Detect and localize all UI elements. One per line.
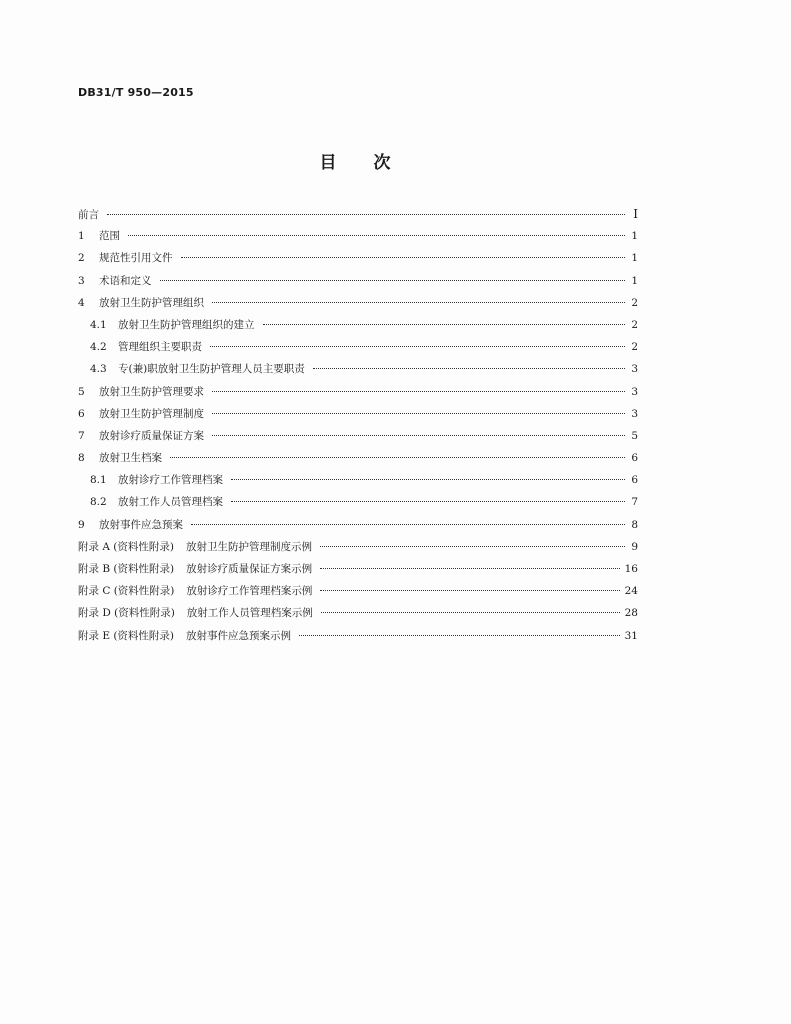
toc-leader-dots: [212, 435, 625, 436]
toc-entry-label: 放射卫生档案: [99, 452, 162, 465]
toc-entry-page: 5: [631, 429, 638, 442]
toc-entry-number: 1: [78, 230, 85, 243]
toc-entry-page: 9: [631, 540, 638, 553]
toc-entry-label: 放射工作人员管理档案: [118, 496, 223, 509]
toc-entry-page: 3: [631, 363, 638, 376]
toc-leader-dots: [212, 302, 625, 303]
toc-entry[interactable]: [78, 491, 638, 513]
toc-entry[interactable]: [78, 358, 638, 380]
toc-leader-dots: [107, 214, 625, 215]
toc-entry[interactable]: [78, 292, 638, 314]
toc-entry[interactable]: [78, 203, 638, 225]
toc-entry[interactable]: [78, 336, 638, 358]
toc-entry-number: 4: [78, 296, 85, 309]
toc-entry-label: 放射卫生防护管理组织的建立: [118, 318, 255, 331]
toc-entry[interactable]: [78, 247, 638, 269]
toc-entry-number: 8: [78, 452, 85, 465]
toc-leader-dots: [231, 479, 625, 480]
toc-leader-dots: [321, 612, 620, 613]
toc-entry-number: 8.1: [90, 474, 107, 487]
toc-entry-page: 6: [631, 452, 638, 465]
toc-leader-dots: [170, 457, 625, 458]
toc-entry-number: 附录 A (资料性附录): [78, 540, 174, 553]
toc-entry-page: 1: [631, 274, 638, 287]
toc-entry-label: 放射诊疗工作管理档案: [118, 474, 223, 487]
toc-leader-dots: [128, 235, 625, 236]
toc-entry[interactable]: [78, 270, 638, 292]
toc-leader-dots: [181, 257, 626, 258]
toc-entry-label: 放射诊疗工作管理档案示例: [186, 585, 313, 598]
table-of-contents: [78, 203, 638, 647]
toc-leader-dots: [263, 324, 626, 325]
toc-leader-dots: [320, 568, 620, 569]
toc-entry-label: 前言: [78, 209, 99, 221]
toc-entry-page: 24: [624, 585, 638, 598]
toc-entry-label: 放射诊疗质量保证方案: [99, 429, 204, 442]
toc-entry[interactable]: [78, 469, 638, 491]
page-title: [0, 148, 711, 173]
toc-entry-label: 放射工作人员管理档案示例: [186, 607, 313, 620]
toc-entry-page: 3: [631, 385, 638, 398]
toc-entry-number: 4.1: [90, 318, 107, 331]
toc-entry-number: 9: [78, 518, 85, 531]
toc-entry-label: 放射卫生防护管理组织: [99, 296, 204, 309]
toc-leader-dots: [299, 635, 620, 636]
toc-entry[interactable]: [78, 225, 638, 247]
toc-entry-number: 4.2: [90, 341, 107, 354]
toc-entry-label: 放射卫生防护管理制度: [99, 407, 204, 420]
title-char-1: 目: [319, 153, 338, 173]
toc-entry-page: 2: [631, 318, 638, 331]
toc-entry[interactable]: [78, 625, 638, 647]
toc-leader-dots: [160, 280, 626, 281]
toc-leader-dots: [320, 590, 619, 591]
toc-leader-dots: [231, 501, 625, 502]
toc-entry-label: 范围: [99, 230, 120, 243]
toc-entry-label: 放射卫生防护管理要求: [99, 385, 204, 398]
toc-entry[interactable]: [78, 403, 638, 425]
toc-entry-page: 1: [631, 230, 638, 243]
toc-leader-dots: [320, 546, 625, 547]
toc-entry-page: 8: [631, 518, 638, 531]
toc-leader-dots: [210, 346, 625, 347]
toc-entry-number: 附录 D (资料性附录): [78, 607, 175, 620]
toc-entry-page: 31: [624, 629, 638, 642]
toc-entry-label: 放射诊疗质量保证方案示例: [186, 563, 313, 575]
toc-entry-number: 8.2: [90, 496, 107, 509]
toc-entry-number: 附录 B (资料性附录): [78, 563, 175, 575]
toc-entry-label: 管理组织主要职责: [118, 341, 202, 354]
toc-entry[interactable]: [78, 381, 638, 403]
toc-leader-dots: [191, 524, 625, 525]
toc-entry-label: 放射卫生防护管理制度示例: [185, 540, 312, 553]
toc-entry-number: 4.3: [90, 363, 107, 376]
toc-entry-page: 1: [631, 252, 638, 265]
toc-entry-page: 6: [631, 474, 638, 487]
toc-entry-number: 附录 C (资料性附录): [78, 585, 175, 598]
toc-entry-label: 术语和定义: [99, 274, 152, 287]
toc-entry-page: 7: [631, 496, 638, 509]
toc-leader-dots: [212, 391, 625, 392]
toc-entry-label: 专(兼)职放射卫生防护管理人员主要职责: [118, 363, 305, 376]
toc-entry[interactable]: [78, 314, 638, 336]
toc-entry-number: 6: [78, 407, 85, 420]
toc-entry-page: 2: [631, 296, 638, 309]
toc-entry-label: 放射事件应急预案示例: [186, 629, 292, 642]
toc-entry[interactable]: [78, 447, 638, 469]
toc-entry[interactable]: [78, 580, 638, 602]
toc-entry[interactable]: [78, 536, 638, 558]
toc-entry-number: 7: [78, 429, 85, 442]
toc-leader-dots: [313, 368, 625, 369]
toc-entry-number: 2: [78, 252, 85, 265]
toc-entry-number: 附录 E (资料性附录): [78, 629, 175, 642]
standard-code: DB31/T 950—2015: [78, 86, 194, 99]
toc-entry-number: 3: [78, 274, 85, 287]
toc-entry[interactable]: [78, 514, 638, 536]
toc-entry-page: 28: [624, 607, 638, 620]
toc-entry-label: 规范性引用文件: [99, 252, 173, 265]
toc-entry-number: 5: [78, 385, 85, 398]
toc-entry-label: 放射事件应急预案: [99, 518, 183, 531]
toc-entry-page: 3: [631, 407, 638, 420]
title-char-2: 次: [373, 153, 392, 173]
toc-entry[interactable]: [78, 425, 638, 447]
toc-entry-page: 2: [631, 341, 638, 354]
toc-leader-dots: [212, 413, 625, 414]
toc-entry-page: 16: [624, 563, 638, 575]
toc-entry[interactable]: [78, 558, 638, 580]
toc-entry[interactable]: [78, 602, 638, 624]
toc-entry-page: I: [633, 207, 638, 221]
